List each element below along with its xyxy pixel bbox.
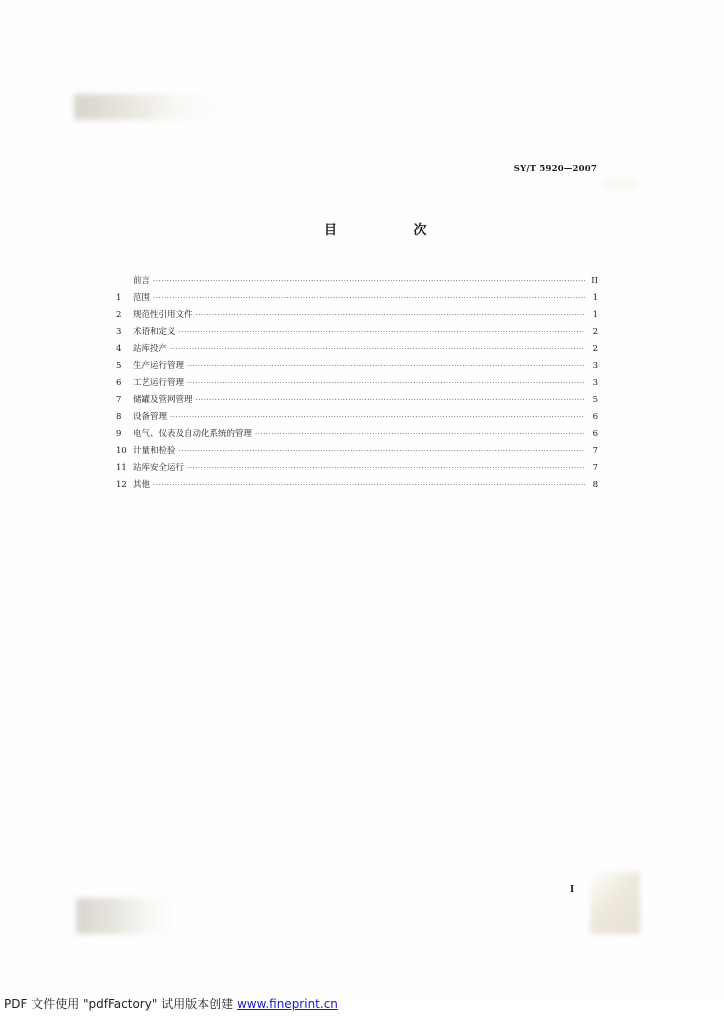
toc-leader-dots (153, 294, 585, 302)
toc-leader-dots (196, 311, 585, 319)
toc-entry-label: 其他 (133, 480, 151, 490)
toc-entry[interactable] (116, 393, 598, 410)
toc-entry-page: 6 (592, 429, 598, 439)
toc-entry-number: 10 (116, 446, 127, 456)
toc-entry-page: 1 (592, 293, 598, 303)
toc-leader-dots (187, 464, 585, 472)
pdf-footer (4, 995, 338, 1012)
toc-entry-number: 9 (116, 429, 122, 439)
toc-entry-page: 6 (592, 412, 598, 422)
toc-entry[interactable] (116, 427, 598, 444)
toc-entry-label: 储罐及管网管理 (133, 395, 193, 405)
toc-entry-number: 3 (116, 327, 122, 337)
toc-entry-page: 3 (592, 378, 598, 388)
toc-leader-dots (170, 413, 585, 421)
toc-entry[interactable] (116, 325, 598, 342)
toc-entry[interactable] (116, 376, 598, 393)
toc-leader-dots (170, 345, 585, 353)
toc-leader-dots (153, 481, 585, 489)
toc-entry-label: 电气、仪表及自动化系统的管理 (133, 429, 253, 439)
toc-entry-number: 2 (116, 310, 122, 320)
page-number: I (570, 885, 575, 895)
toc-entry[interactable] (116, 359, 598, 376)
toc-entry-number: 8 (116, 412, 122, 422)
toc-entry-number: 7 (116, 395, 122, 405)
toc-leader-dots (179, 328, 585, 336)
toc-entry[interactable] (116, 461, 598, 478)
toc-entry-label: 站库投产 (133, 344, 168, 354)
toc-entry-page: 7 (592, 463, 598, 473)
toc-entry[interactable] (116, 478, 598, 495)
toc-entry-page: 7 (592, 446, 598, 456)
toc-entry[interactable] (116, 308, 598, 325)
footer-text: PDF 文件使用 "pdfFactory" 试用版本创建 (4, 997, 234, 1011)
toc-entry-label: 生产运行管理 (133, 361, 185, 371)
toc-entry-label: 设备管理 (133, 412, 168, 422)
toc-entry[interactable] (116, 342, 598, 359)
toc-entry-number: 1 (116, 293, 122, 303)
toc-leader-dots (255, 430, 585, 438)
toc-entry[interactable] (116, 274, 598, 291)
toc-leader-dots (179, 447, 585, 455)
toc-entry-page: 1 (592, 310, 598, 320)
toc-entry-number: 6 (116, 378, 122, 388)
toc-entry-page: 2 (592, 327, 598, 337)
scan-smudge (590, 872, 640, 934)
toc-entry-page: 2 (592, 344, 598, 354)
toc-entry[interactable] (116, 410, 598, 427)
toc-entry-number: 4 (116, 344, 122, 354)
toc-entry-page: II (591, 276, 598, 286)
toc-entry-label: 站库安全运行 (133, 463, 185, 473)
toc-title: 目 次 (324, 223, 463, 238)
scan-smudge (76, 898, 176, 934)
toc-leader-dots (196, 396, 585, 404)
standard-code: SY/T 5920—2007 (513, 164, 597, 174)
table-of-contents (116, 274, 598, 495)
toc-entry-label: 工艺运行管理 (133, 378, 185, 388)
toc-entry-page: 5 (592, 395, 598, 405)
toc-leader-dots (187, 362, 585, 370)
toc-leader-dots (153, 277, 585, 285)
toc-entry-page: 8 (592, 480, 598, 490)
toc-entry-number: 12 (116, 480, 127, 490)
toc-entry-label: 术语和定义 (133, 327, 176, 337)
toc-entry-label: 前言 (133, 276, 151, 286)
toc-entry-number: 11 (116, 463, 127, 473)
fineprint-link[interactable]: www.fineprint.cn (236, 997, 338, 1011)
toc-entry-label: 计量和检验 (133, 446, 176, 456)
toc-leader-dots (187, 379, 585, 387)
scan-smudge (74, 94, 224, 120)
scan-smudge (600, 178, 640, 190)
toc-entry-number: 5 (116, 361, 122, 371)
toc-entry-label: 规范性引用文件 (133, 310, 193, 320)
toc-entry[interactable] (116, 444, 598, 461)
toc-entry-page: 3 (592, 361, 598, 371)
toc-entry[interactable] (116, 291, 598, 308)
toc-entry-label: 范围 (133, 293, 151, 303)
